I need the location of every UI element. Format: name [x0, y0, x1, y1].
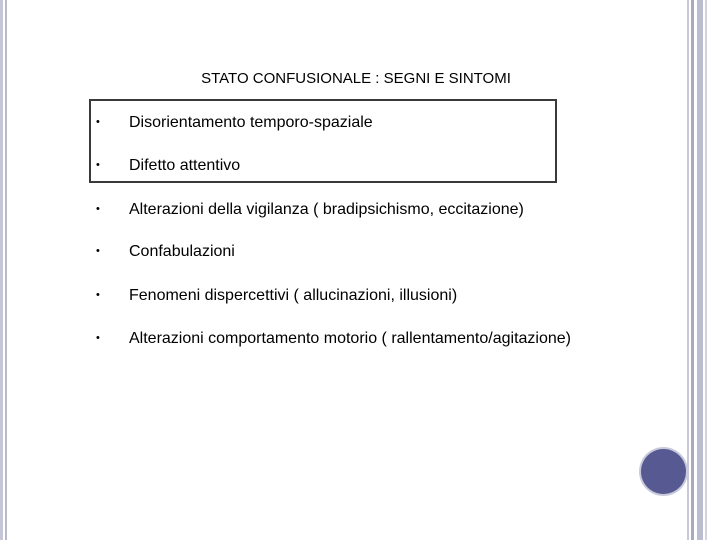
bullet-icon: • — [96, 116, 100, 128]
bullet-item-text: Alterazioni della vigilanza ( bradipsichismo, eccitazione) — [129, 201, 524, 218]
bullet-item-text: Confabulazioni — [129, 243, 235, 260]
slide-title: STATO CONFUSIONALE : SEGNI E SINTOMI — [201, 70, 511, 87]
bullet-item-text: Alterazioni comportamento motorio ( rallentamento/agitazione) — [129, 330, 571, 347]
bullet-item-text: Difetto attentivo — [129, 157, 241, 174]
bullet-icon: • — [96, 203, 100, 215]
decorative-circle-icon — [641, 449, 686, 494]
bullet-icon: • — [96, 245, 100, 257]
bullet-icon: • — [96, 159, 100, 171]
bullet-icon: • — [96, 289, 100, 301]
bullet-item-text: Fenomeni dispercettivi ( allucinazioni, illusioni) — [129, 287, 458, 304]
bullet-item-text: Disorientamento temporo-spaziale — [129, 114, 373, 131]
bullet-icon: • — [96, 332, 100, 344]
